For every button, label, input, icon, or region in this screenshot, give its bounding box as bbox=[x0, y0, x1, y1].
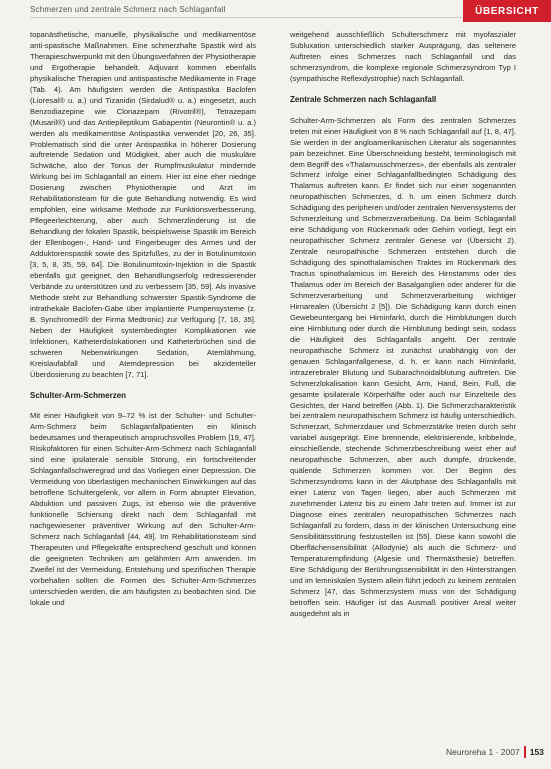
running-title: Schmerzen und zentrale Schmerz nach Schlaganfall bbox=[30, 5, 226, 14]
body-paragraph: Mit einer Häufigkeit von 9–72 % ist der Schulter- und Schulter-Arm-Schmerz beim Schlaganfallpatienten ein klinisch bedeutsames und therapeutisch anspruchsvolles Problem [19, 47]. Risikofaktoren für einen Schulter-Arm-Schmerz nach Schlaganfall sind eine ipsilaterale sensible Störung, ein fortschreitender Schlaganfallschweregrad und das Vorliegen einer Depression. Die Vermeidung von überlastigen mechanischen Einwirkungen auf das betroffene Schultergelenk, vor allem in Form abrupter Elevation, Abduktion und passiven Zugs, ist ebenso wie die präventive funktionelle Schienung direkt nach dem Schlaganfall mit nachgewiesener präventiver Wirkung auf den Schulter-Arm-Schmerz nach Schlaganfall [44, 49]. Im Rehabilitationsteam sind Therapeuten und Pflegekräfte entsprechend geschult und können die geeigneten Techniken am gelähmten Arm anwenden. Im Zweifel ist der Vermeidung, Entstehung und spezifischen Therapie vorbehalten sollten die Formen des Schulter-Arm-Schmerzes unterschieden werden, die am häufigsten zu beobachten sind. Die lokale und bbox=[30, 411, 256, 607]
header-divider bbox=[30, 17, 462, 18]
body-paragraph: weitgehend ausschließlich Schulterschmerz mit myofaszialer Subluxation unterschiedlich starker Ausprägung, das seltenere Auftreten eines Schmerzes nach Schlaganfall und das schmerzsyndrom, die komplexe regionale Schmerzsyndrom Typ I (sympathische Reflexdystrophie) nach Schlaganfall. bbox=[290, 30, 516, 83]
section-label: ÜBERSICHT bbox=[463, 0, 551, 22]
body-paragraph: Schulter-Arm-Schmerzen als Form des zentralen Schmerzes treten mit einer Häufigkeit von 8 % nach Schlaganfall auf [1, 8, 47]. Sie werden in der angloamerikanischen Literatur als sogenanntes pain bezeichnet. Eine Überschneidung besteht, terminologisch mit dem Begriff des «Thalamusschmerzes», der ebenfalls als zentraler Schmerz infolge einer Schlaganfallbedingten Schädigung des Thalamus auftreten kann. Er findet sich nur einer sogenannten neuropathischen Schmerzes, d. h. um einen Schmerz durch Schädigung des peripheren und/oder zentralen Nervensystems der Schmerzleitung und Schmerzverarbeitung. Da beim Schlaganfall eine Schädigung von Rückenmark oder Gehirn vorliegt, liegt ein neuropathischer Schmerz zentraler Genese vor (Übersicht 2). Zentrale neuropathische Schmerzen entstehen durch die Schädigung des spinothalamischen Traktes im Rückenmark des Tractus spinothalamicus im Bereich des Hirnstamms oder des Thalamus oder im Bereich der Basalganglien oder anderer für die Schmerzverarbeitung und Schmerzverarbeitung wichtiger Hirnarealen (Übersicht 2 [5]). Die Schädigung kann durch einen Gewebeuntergang bei Hirninfarkt, durch die Hirnblutungen durch eine Hirnblutung oder durch die Hirnblutung bedingt sein, sodass die Häufigkeit des Schlaganfalls angeht. Der zentrale neuropathische Schmerz ist zunächst unabhängig von der genauen Schlaganfallgenese, d. h. er kann nach Hirninfarkt, intrazerebraler Blutung und Subarachnoidalblutung auftreten. Die Schmerzlokalisation kann Gesicht, Arm, Hand, Bein, Fuß, die gesamte ipsilaterale Körperhälfte oder auch nur Einzelteile des Gesichtes, der Hand betreffen (Abb. 1). Die Schmerzcharakteristik bei zentralem neuropathischem Schmerz ist häufig unterschiedlich. Schmerzart, Schmerzdauer und Schmerzstärke treten durch sehr variabel ausgeprägt. Eine brennende, elektrisierende, kribbelnde, einschießende, stechende Schmerzbeschreibung weist eher auf neuropathische Schmerzen, aber auch dumpfe, drückende, quälende Schmerzen kommen vor. Der Beginn des Schmerzsyndroms kann in der Akutphase des Schlaganfalls mit einer Latenz von Tagen liegen, aber auch Schmerzen mit zunehmender Latenz bis zu einem Jahr treten auf. Immer ist zur Diagnose eines zentralen neuropathischen Schmerzes nach Schlaganfall zu fordern, dass in der klinischen Untersuchung eine Sensibilitätsstörung festzustellen ist [55]. Diese kann sowohl die Oberflächensensibilität (Allodynie) als auch die Schmerz- und Temperaturempfindung (Algesie und Thermästhesie) betreffen. Eine Schädigung der Berührungssensibilität in den Hinterstrangen und im lemniskalen System allein führt jedoch zu keinem zentralen Schmerz [47, das Schmerzsystem muss von der Schädigung betroffen sein. Häufiger ist das Ausmaß positiver Areal weiter ausgedehnt als in bbox=[290, 115, 516, 618]
section-heading: Schulter-Arm-Schmerzen bbox=[30, 390, 127, 400]
footer-divider bbox=[524, 746, 526, 758]
journal-name: Neuroreha 1 · 2007 bbox=[446, 747, 520, 757]
page-number: 153 bbox=[529, 747, 544, 757]
page-footer bbox=[446, 746, 544, 758]
section-heading: Zentrale Schmerzen nach Schlaganfall bbox=[290, 94, 437, 104]
page-header bbox=[0, 0, 551, 22]
right-column bbox=[290, 30, 516, 630]
body-paragraph: topanästhetische, manuelle, physikalische und medikamentöse anti-spastische Maßnahmen. Eine schmerzhafte Spastik wird als Therapieschwerpunkt mit den Übungsverfahren der Physiotherapie und Ergotherapie behandelt. Adjuvant kommen ebenfalls physikalische Therapien und antispastische Medikamente in Frage (Tab. 4). Am häufigsten werden die Antispastika Baclofen (Lioresal® u. a.) und Tizanidin (Sirdalud® u. a.) eingesetzt, auch Benzodiazepine wie Clonazepam (Rivotril®), Tetrazepam (Musaril®) und das Antiepileptikum Gabapentin (Neurontin® u. a.) werden als medikamentöse Antispastika verwendet [20, 26, 35]. Problematisch sind die unter Antispastika in höherer Dosierung auftretende Sedation und Müdigkeit, aber auch die muskuläre Schwäche, also der Tonus der Rumpfmuskulatur mindernde Wirkung bei im Schlaganfall an einem. Hier ist eine eher niedrige Dosierung zwischen Physiotherapie und Arzt im Rehabilitationsteam für die gute Behandlung notwendig. Es wird empfohlen, eine wirksame Methode zur Funktionsverbesserung, Pflegeerleichterung, aber auch Schmerzlinderung ist die Behandlung der fokalen Spastik, beispielsweise Spastik im Bereich der Ellenbogen-, Hand- und Fingerbeuger des Armes und der Adduktorenspastik sowie des Spitzfußes, zu der in Botulinumtoxin [3, 5, 8, 35, 59, 64]. Die Botulinumtoxin-Injektion in die Spastik ebenfalls gut geeignet, den Behandlungserfolg redressierender Verbände zu unterstützen und zu verbessern [35, 59]. Als invasive Methode steht zur Behandlung schwerster Spastik-Syndrome die intrathekale Baclofen-Gabe über implantierte Pumpensysteme (z. B. Synchromed® der Firma Medtronic) zur Verfügung [7, 18, 35]. Neben der Häufigkeit systembedingter Komplikationen wie Infektionen, Katheterdislokationen und Katheterbrüchen sind die schweren Nebenwirkungen Sedation, Atemlähmung, Kreislaufabfall und Atemdepression bei akzidenteller Überdosierung zu beachten [7, 71]. bbox=[30, 30, 256, 379]
left-column bbox=[30, 30, 256, 619]
